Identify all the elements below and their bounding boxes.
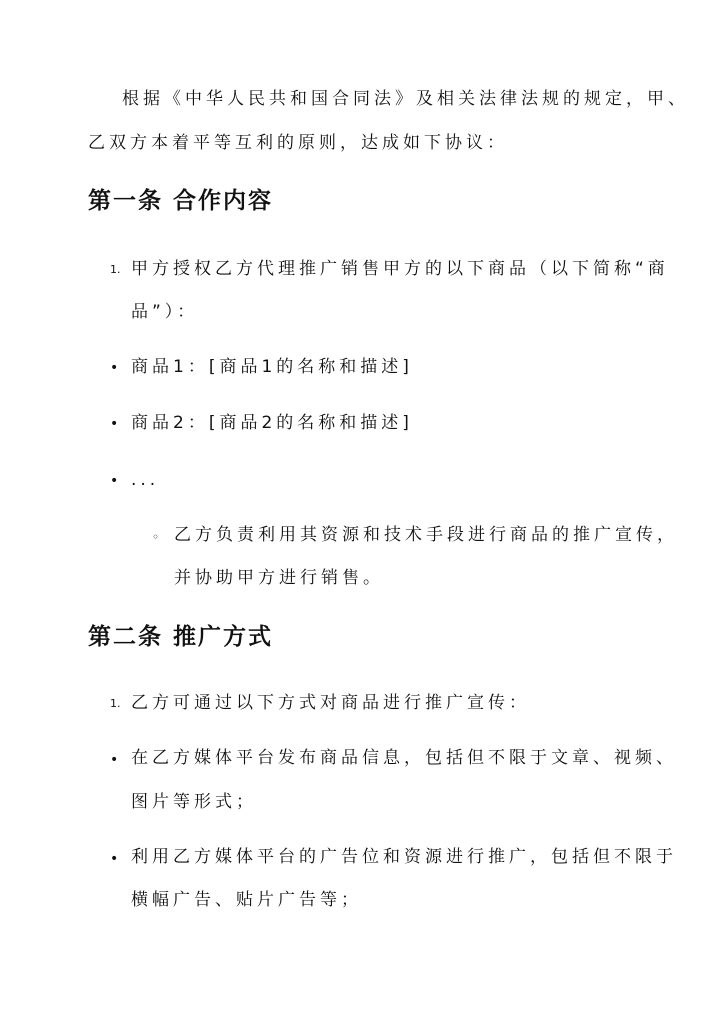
bullet-marker: • [110, 851, 119, 867]
list-item-line-1: 乙方可通过以下方式对商品进行推广宣传： [131, 693, 530, 713]
bullet-marker: • [110, 473, 119, 489]
section-2-heading: 第二条 推广方式 [88, 624, 274, 650]
sub-bullet-marker: ◦ [152, 530, 160, 544]
list-item-line-2: 品”）： [131, 302, 199, 322]
bullet-item: 商品2：[商品2的名称和描述] [131, 413, 413, 433]
list-number: 1. [110, 697, 121, 710]
bullet-item-line-2: 图片等形式； [131, 792, 257, 812]
intro-line-1: 根据《中华人民共和国合同法》及相关法律法规的规定，甲、 [122, 89, 689, 109]
bullet-item-line-2: 横幅广告、贴片广告等； [131, 890, 362, 910]
bullet-item: ... [131, 470, 160, 490]
bullet-item-line-1: 在乙方媒体平台发布商品信息，包括但不限于文章、视频、 [131, 748, 677, 768]
bullet-marker: • [110, 360, 119, 376]
bullet-marker: • [110, 416, 119, 432]
list-item-line-1: 甲方授权乙方代理推广销售甲方的以下商品（以下简称“商 [131, 259, 669, 279]
sub-item-line-2: 并协助甲方进行销售。 [174, 568, 384, 588]
bullet-item: 商品1：[商品1的名称和描述] [131, 357, 413, 377]
section-1-heading: 第一条 合作内容 [88, 188, 274, 214]
bullet-item-line-1: 利用乙方媒体平台的广告位和资源进行推广，包括但不限于 [131, 847, 677, 867]
intro-line-2: 乙双方本着平等互利的原则，达成如下协议： [88, 133, 508, 153]
list-number: 1. [110, 263, 121, 276]
bullet-marker: • [110, 752, 119, 768]
sub-item-line-1: 乙方负责利用其资源和技术手段进行商品的推广宣传， [174, 525, 678, 545]
